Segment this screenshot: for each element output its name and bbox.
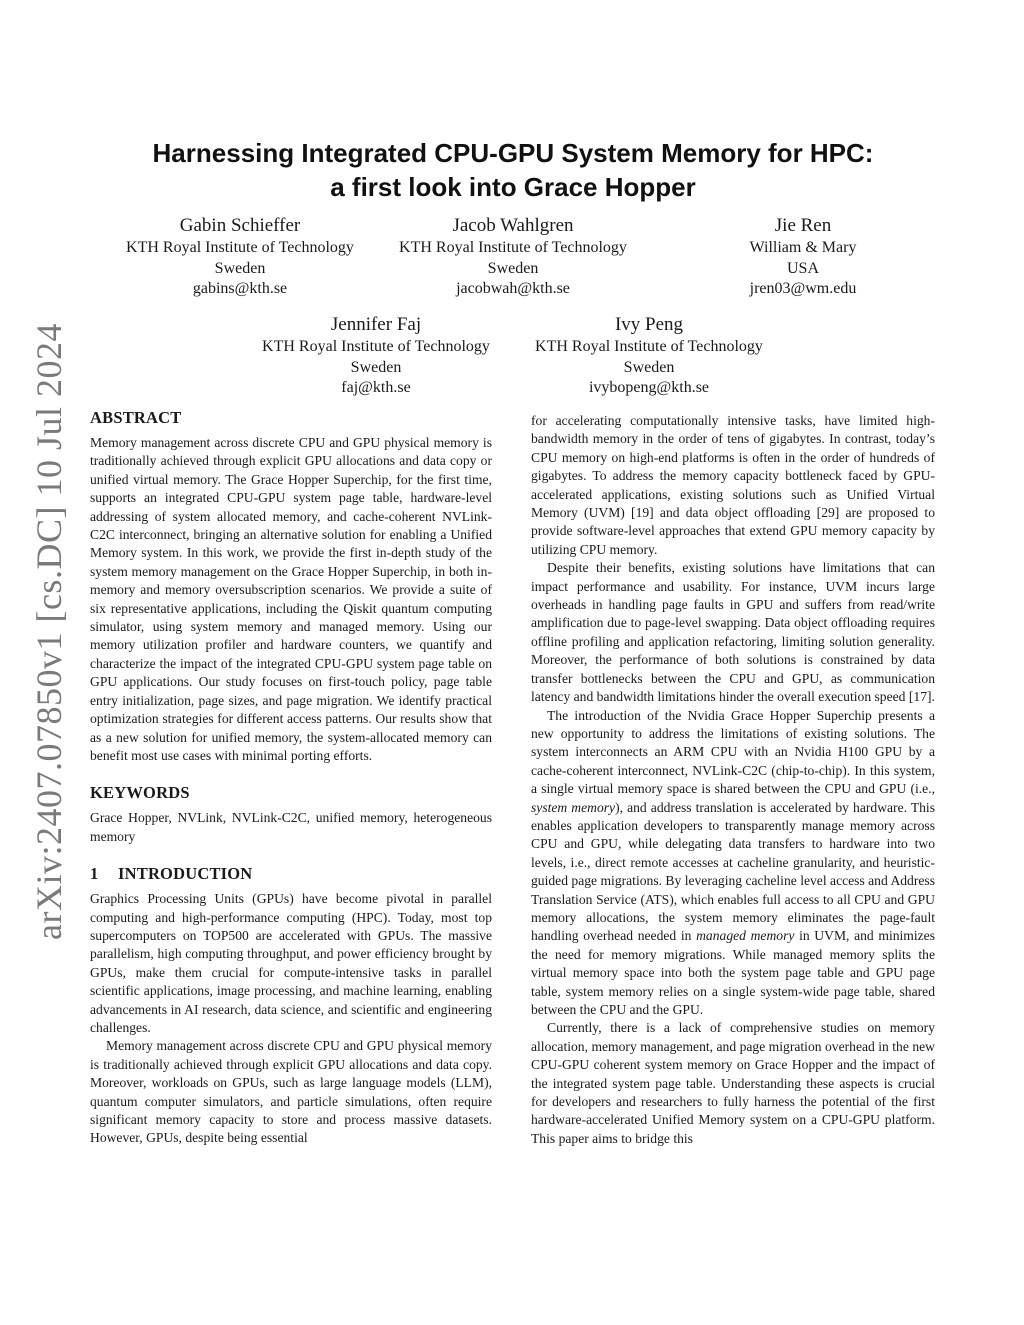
author-email: ivybopeng@kth.se [588, 379, 710, 396]
author-email: faj@kth.se [341, 379, 411, 396]
section-title: INTRODUCTION [118, 864, 253, 884]
author-name: Jennifer Faj [330, 314, 422, 335]
author-name: Jacob Wahlgren [452, 215, 574, 236]
left-column [90, 408, 492, 1148]
emphasis-managed-memory: managed memory [696, 928, 795, 944]
author-affiliation: KTH Royal Institute of Technology [262, 338, 490, 355]
author-name: Jie Ren [774, 215, 832, 236]
author-affiliation: KTH Royal Institute of Technology [399, 239, 627, 256]
body-paragraph-3-part-c: in UVM, and minimizes the need for memory migrations. While managed memory splits the virtual memory space into both the system page table and GPU page table, system memory relies on a single system-wide page table, shared between the CPU and the GPU. [531, 928, 936, 1017]
body-paragraph-2: Despite their benefits, existing solutions have limitations that can impact performance and usability. For instance, UVM incurs large overheads in handling page faults in GPU and suffers from read/write amplification due to page-level swapping. Data object offloading requires offline profiling and application refactoring, limiting solution generality. Moreover, the performance of both solutions is constrained by data transfer bottlenecks between the CPU and GPU, as communication latency and bandwidth limitations hinder the overall execution speed [17]. [531, 560, 935, 705]
author-name: Gabin Schieffer [179, 215, 301, 236]
author-country: USA [786, 259, 819, 277]
paper-title-line1: Harnessing Integrated CPU-GPU System Memory for HPC: [152, 138, 874, 168]
body-paragraph-3-part-b: ), and address translation is accelerated by hardware. This enables application developers to transparently manage memory across CPU and GPU, while delegating data transfers to hardware into two levels, i.e., direct remote accesses at cacheline granularity, and heuristic-guided page migrations. By leveraging cacheline level access and Address Translation Service (ATS), which enables full access to all CPU and GPU memory allocations, the system memory eliminates the page-fault handling overhead needed in [531, 799, 935, 944]
intro-paragraph-1: Graphics Processing Units (GPUs) have become pivotal in parallel computing and high-performance computing (HPC). Today, most top supercomputers on TOP500 are accelerated with GPUs. The massive parallelism, high computing throughput, and power efficiency brought by GPUs, make them crucial for compute-intensive tasks in parallel scientific applications, image processing, and machine learning, enabling advancements in AI research, data science, and scientific and engineering challenges. [90, 891, 492, 1035]
author-block [110, 214, 370, 300]
intro-paragraph-2: Memory management across discrete CPU and GPU physical memory is traditionally achieved through explicit GPU allocations and data copy. Moreover, workloads on GPUs, such as large language models (LLM), quantum computer simulators, and particle simulations, often require significant memory capacity to store and process massive datasets. However, GPUs, despite being essential [90, 1038, 492, 1146]
author-country: Sweden [623, 358, 675, 376]
author-affiliation: KTH Royal Institute of Technology [126, 239, 354, 256]
author-affiliation: William & Mary [749, 239, 857, 256]
author-block [519, 313, 779, 399]
section-number: 1 [90, 864, 99, 884]
keywords-heading: KEYWORDS [90, 783, 190, 803]
author-name: Ivy Peng [614, 314, 684, 335]
paper-title [90, 136, 936, 204]
body-paragraph-3-part-a: The introduction of the Nvidia Grace Hopper Superchip presents a new opportunity to address the limitations of existing solutions. The system interconnects an ARM CPU with an Nvidia H100 GPU by a cache-coherent interconnect, NVLink-C2C (chip-to-chip). In this system, a single virtual memory space is shared between the CPU and GPU (i.e., [531, 707, 935, 797]
emphasis-system-memory: system memory [531, 799, 616, 815]
right-column [531, 412, 935, 1148]
abstract-heading: ABSTRACT [90, 408, 182, 427]
author-country: Sweden [487, 259, 539, 277]
introduction-heading [90, 864, 492, 884]
author-email: jren03@wm.edu [749, 280, 857, 297]
keywords-text: Grace Hopper, NVLink, NVLink-C2C, unified memory, heterogeneous memory [90, 810, 492, 844]
author-email: gabins@kth.se [192, 280, 288, 297]
body-paragraph-1: for accelerating computationally intensive tasks, have limited high-bandwidth memory in the order of tens of gigabytes. In contrast, today’s CPU memory on high-end platforms is often in the order of hundreds of gigabytes. To address the memory capacity bottleneck faced by GPU-accelerated applications, existing solutions such as Unified Virtual Memory (UVM) [19] and data object offloading [29] are proposed to provide software-level approaches that extend GPU memory capacity by utilizing CPU memory. [531, 413, 935, 557]
author-affiliation: KTH Royal Institute of Technology [535, 338, 763, 355]
author-block [246, 313, 506, 399]
author-country: Sweden [350, 358, 402, 376]
body-paragraph-3 [531, 707, 935, 1020]
body-paragraph-4: Currently, there is a lack of comprehensive studies on memory allocation, memory management, and page migration overhead in the new CPU-GPU coherent system memory on Grace Hopper and the impact of the integrated system page table. Understanding these aspects is crucial for developers and researchers to fully harness the potential of the first hardware-accelerated Unified Memory system on a CPU-GPU platform. This paper aims to bridge this [531, 1020, 935, 1146]
author-email: jacobwah@kth.se [456, 280, 570, 297]
author-block [383, 214, 643, 300]
author-country: Sweden [214, 259, 266, 277]
arxiv-identifier: arXiv:2407.07850v1 [cs.DC] 10 Jul 2024 [29, 323, 69, 940]
author-block [673, 214, 933, 300]
abstract-text: Memory management across discrete CPU and GPU physical memory is traditionally achieved through explicit GPU allocations and data copy or unified virtual memory. The Grace Hopper Superchip, for the first time, supports an integrated CPU-GPU system page table, hardware-level addressing of system allocated memory, and cache-coherent NVLink-C2C interconnect, bringing an alternative solution for enabling a Unified Memory system. In this work, we provide the first in-depth study of the system memory management on the Grace Hopper Superchip, in both in-memory and memory oversubscription scenarios. We provide a suite of six representative applications, including the Qiskit quantum computing simulator, using system memory and managed memory. Using our memory utilization profiler and hardware counters, we quantify and characterize the impact of the integrated CPU-GPU system page table on GPU applications. Our study focuses on first-touch policy, page table entry initialization, page sizes, and page migration. We identify practical optimization strategies for different access patterns. Our results show that as a new solution for unified memory, the system-allocated memory can benefit most use cases with minimal porting efforts. [90, 435, 492, 763]
paper-title-line2: a first look into Grace Hopper [330, 172, 696, 202]
